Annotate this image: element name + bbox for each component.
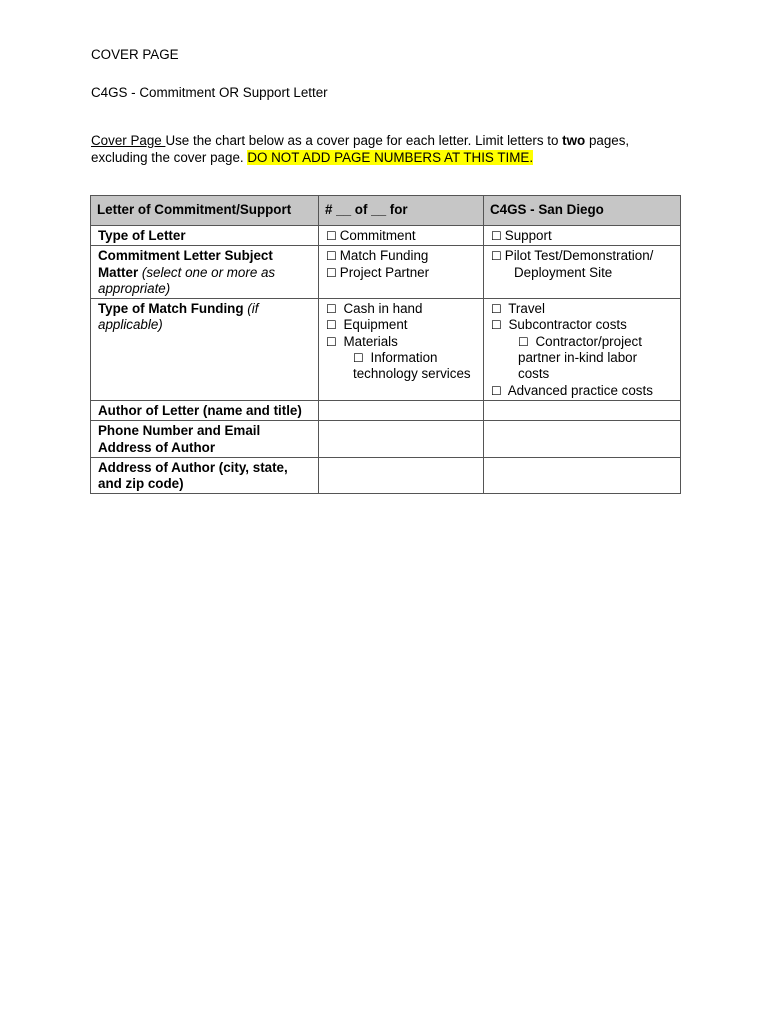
highlight-notice: DO NOT ADD PAGE NUMBERS AT THIS TIME. (247, 149, 534, 165)
label-bold: Type of Match Funding (98, 301, 244, 317)
table-row (91, 457, 681, 494)
checkbox-icon[interactable]: ☐ (518, 334, 529, 349)
intro-paragraph (91, 133, 691, 166)
row-label-phone-email: Phone Number and Email Address of Author (91, 421, 319, 458)
checkbox-icon[interactable]: ☐ (491, 249, 502, 264)
row-label-subject-matter (91, 246, 319, 299)
option-label: Materials (343, 333, 398, 349)
project-partner-option[interactable] (326, 265, 478, 281)
cash-option[interactable] (326, 301, 478, 317)
checkbox-icon[interactable]: ☐ (326, 249, 337, 264)
cover-table (90, 195, 681, 494)
intro-bold-word: two (562, 133, 586, 148)
checkbox-icon[interactable]: ☐ (491, 229, 502, 243)
checkbox-icon[interactable]: ☐ (326, 302, 337, 317)
match-options-col2 (319, 299, 484, 401)
table-row (91, 299, 681, 401)
advanced-practice-option[interactable] (491, 383, 675, 399)
row-label-address: Address of Author (city, state, and zip code) (91, 457, 319, 494)
option-label: Information (370, 350, 438, 366)
option-label: Advanced practice costs (507, 382, 653, 398)
option-label-continued: partner in-kind labor (518, 350, 638, 366)
option-label: Project Partner (339, 264, 430, 280)
option-label-continued: costs (518, 366, 550, 382)
intro-text-2: pages, (585, 133, 630, 148)
label-note: (if applicable) (98, 301, 259, 333)
option-label: Subcontractor costs (508, 317, 627, 333)
option-label-continued: technology services (353, 366, 471, 382)
commitment-option[interactable] (319, 226, 484, 246)
row-label-match-funding (91, 299, 319, 401)
checkbox-icon[interactable]: ☐ (326, 334, 337, 349)
checkbox-icon[interactable]: ☐ (326, 229, 337, 243)
option-label: Match Funding (339, 248, 429, 264)
travel-option[interactable] (491, 301, 675, 317)
option-label-continued: Deployment Site (514, 264, 613, 280)
address-field-col3[interactable] (484, 457, 681, 494)
table-row (91, 226, 681, 246)
intro-text-3: excluding the cover page. (91, 149, 248, 165)
table-row (91, 421, 681, 458)
checkbox-icon[interactable]: ☐ (491, 383, 502, 398)
option-label: Contractor/project (535, 333, 642, 349)
option-label: Support (504, 228, 552, 243)
subcontractor-option[interactable] (491, 317, 675, 333)
author-field-col2[interactable] (319, 400, 484, 420)
phone-email-field-col2[interactable] (319, 421, 484, 458)
option-label: Pilot Test/Demonstration/ (504, 248, 654, 264)
option-line (491, 248, 675, 264)
match-options-col3 (484, 299, 681, 401)
intro-label: Cover Page (91, 133, 166, 148)
checkbox-icon[interactable]: ☐ (326, 265, 337, 280)
checkbox-icon[interactable]: ☐ (353, 351, 364, 366)
contractor-option[interactable] (491, 334, 675, 350)
option-label: Cash in hand (343, 301, 423, 317)
label-note: (select one or more as appropriate) (98, 264, 276, 296)
checkbox-icon[interactable]: ☐ (491, 318, 502, 333)
intro-text-1: Use the chart below as a cover page for each letter. Limit letters to (165, 133, 563, 148)
table-header-row (91, 196, 681, 226)
table-row (91, 400, 681, 420)
header-program: C4GS - San Diego (484, 196, 681, 226)
subject-options-col2 (319, 246, 484, 299)
address-field-col2[interactable] (319, 457, 484, 494)
match-funding-option[interactable] (326, 248, 478, 264)
author-field-col3[interactable] (484, 400, 681, 420)
support-option[interactable] (484, 226, 681, 246)
cover-page-title: COVER PAGE (91, 47, 179, 62)
checkbox-icon[interactable]: ☐ (326, 318, 337, 333)
option-label: Commitment (339, 228, 416, 243)
checkbox-icon[interactable]: ☐ (491, 302, 502, 317)
option-label: Equipment (343, 317, 408, 333)
materials-option[interactable] (326, 334, 478, 350)
header-letter-type: Letter of Commitment/Support (91, 196, 319, 226)
equipment-option[interactable] (326, 317, 478, 333)
label-bold: Commitment Letter Subject Matter (98, 248, 273, 280)
phone-email-field-col3[interactable] (484, 421, 681, 458)
header-count: # __ of __ for (319, 196, 484, 226)
document-title: C4GS - Commitment OR Support Letter (91, 85, 328, 100)
row-label-type-of-letter: Type of Letter (91, 226, 319, 246)
row-label-author: Author of Letter (name and title) (91, 400, 319, 420)
pilot-test-option[interactable] (484, 246, 681, 299)
it-services-option[interactable] (326, 350, 478, 366)
table-row (91, 246, 681, 299)
option-label: Travel (508, 301, 545, 317)
